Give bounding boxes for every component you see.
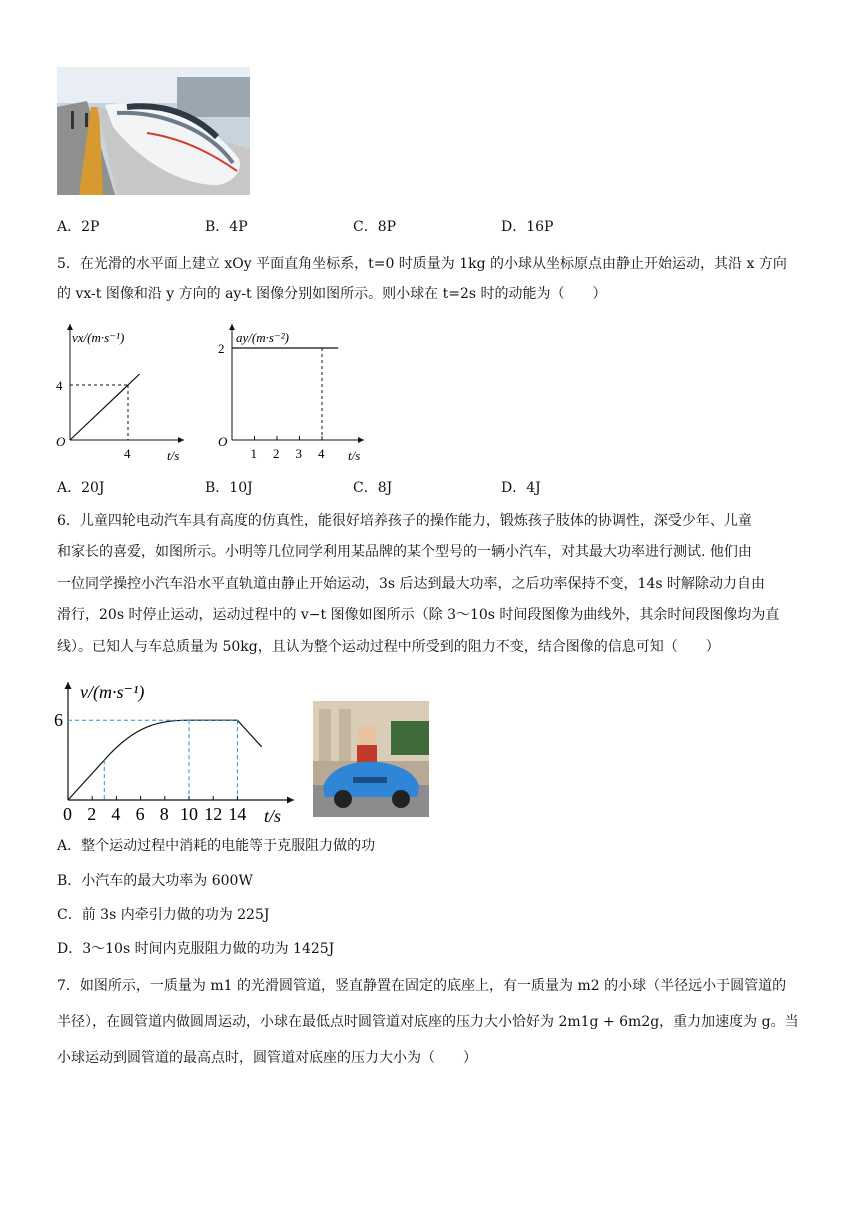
q6-stem-line-2: 和家长的喜爱，如图所示。小明等几位同学利用某品牌的某个型号的一辆小汽车，对其最大功率进行测试. 他们由 [57, 544, 752, 560]
q5c1-series-line [70, 374, 140, 440]
q5-option-a: A．20J [57, 480, 105, 496]
q6-y-label: v/(m·s⁻¹) [80, 682, 145, 702]
q4-option-a: A．2P [57, 219, 100, 235]
q5c2-x-tick: 3 [295, 446, 302, 461]
q6-v-t-chart [50, 676, 300, 828]
q5c2-origin: O [218, 434, 228, 449]
q5c2-x-tick: 4 [318, 446, 325, 461]
q5c1-x-tick: 4 [124, 446, 131, 461]
q5c1-y-tick: 4 [56, 378, 63, 393]
kids-car-photo [313, 701, 429, 817]
q6-y-tick: 6 [54, 710, 63, 731]
q6-x-tick: 2 [87, 804, 97, 824]
q6-x-tick: 14 [228, 804, 247, 824]
q5c1-x-label: t/s [167, 448, 180, 463]
q7-stem-line-2: 半径），在圆管道内做圆周运动，小球在最低点时圆管道对底座的压力大小恰好为 2m1g + 6m2g，重力加速度为 g。当 [57, 1014, 799, 1030]
q5-stem-line-1: 5．在光滑的水平面上建立 xOy 平面直角坐标系，t=0 时质量为 1kg 的小球从坐标原点由静止开始运动，其沿 x 方向 [57, 256, 787, 272]
q6-x-tick: 10 [180, 804, 198, 824]
q6-option-d: D．3～10s 时间内克服阻力做的功为 1425J [57, 941, 335, 957]
q6-x-tick: 12 [204, 804, 223, 824]
q6-stem-line-3: 一位同学操控小汽车沿水平直轨道由静止开始运动，3s 后达到最大功率，之后功率保持不变，14s 时解除动力自由 [57, 576, 765, 592]
q5c1-origin: O [56, 434, 66, 449]
q6-option-c: C．前 3s 内牵引力做的功为 225J [57, 907, 270, 923]
q4-option-b: B．4P [205, 219, 248, 235]
q6-series-line [68, 720, 262, 800]
q6-x-tick: 8 [159, 804, 169, 824]
q6-stem-line-4: 滑行，20s 时停止运动，运动过程中的 v−t 图像如图所示（除 3～10s 时间段图像为曲线外，其余时间段图像均为直 [57, 607, 780, 623]
q5c2-y-tick: 2 [218, 341, 225, 356]
q6-option-b: B．小汽车的最大功率为 600W [57, 873, 253, 889]
q6-stem-line-5: 线）。已知人与车总质量为 50kg，且认为整个运动过程中所受到的阻力不变，结合图像的信息可知（ ） [57, 639, 720, 655]
q5c2-x-tick: 2 [273, 446, 280, 461]
q6-option-a: A．整个运动过程中消耗的电能等于克服阻力做的功 [57, 838, 376, 854]
q6-x-tick: 0 [63, 804, 72, 824]
q5c2-x-label: t/s [348, 448, 361, 463]
q4-option-d: D．16P [501, 219, 554, 235]
q5c1-y-label: vx/(m·s⁻¹) [72, 330, 125, 345]
q5-ay-t-chart [214, 318, 374, 464]
q5-stem-line-2: 的 vx-t 图像和沿 y 方向的 ay-t 图像分别如图所示。则小球在 t=2s 时的动能为（ ） [57, 286, 607, 302]
q5-vx-t-chart [52, 318, 192, 464]
q5-option-d: D．4J [501, 480, 541, 496]
q7-stem-line-1: 7．如图所示，一质量为 m1 的光滑圆管道，竖直静置在固定的底座上，有一质量为 m2 的小球（半径远小于圆管道的 [57, 978, 787, 994]
q5c2-x-tick: 1 [250, 446, 257, 461]
q6-x-tick: 4 [111, 804, 121, 824]
q5-option-c: C．8J [353, 480, 393, 496]
q6-x-label: t/s [264, 806, 282, 826]
q6-stem-line-1: 6．儿童四轮电动汽车具有高度的仿真性，能很好培养孩子的操作能力，锻炼孩子肢体的协调性，深受少年、儿童 [57, 513, 752, 529]
train-photo [57, 67, 250, 195]
q5c2-y-label: ay/(m·s⁻²) [236, 330, 289, 345]
q4-option-c: C．8P [353, 219, 397, 235]
q7-stem-line-3: 小球运动到圆管道的最高点时，圆管道对底座的压力大小为（ ） [57, 1050, 477, 1066]
q5-option-b: B．10J [205, 480, 253, 496]
q6-x-tick: 6 [135, 804, 145, 824]
